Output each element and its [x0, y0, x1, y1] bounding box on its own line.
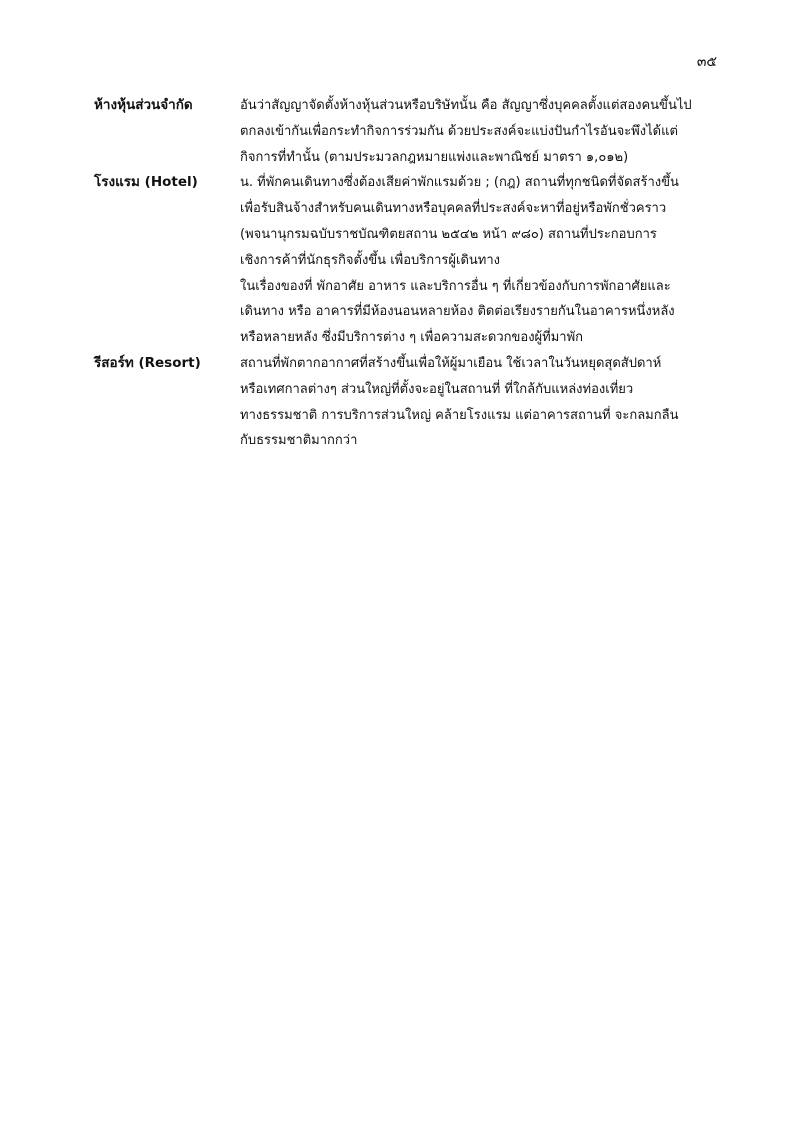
definition-line: สถานที่พักตากอากาศที่สร้างขึ้นเพื่อให้ผู้มาเยือน ใช้เวลาในวันหยุดสุดสัปดาห์	[240, 355, 662, 371]
entry-term: ห้างหุ้นส่วนจำกัด	[94, 97, 193, 113]
definition-line: (พจนานุกรมฉบับราชบัณฑิตยสถาน ๒๕๔๒ หน้า ๙๘๐) สถานที่ประกอบการ	[240, 226, 657, 242]
entry-term: รีสอร์ท (Resort)	[94, 354, 201, 371]
definition-line: เชิงการค้าที่นักธุรกิจตั้งขึ้น เพื่อบริการผู้เดินทาง	[240, 252, 501, 268]
entry-definition	[240, 93, 714, 170]
entry-definition	[240, 170, 714, 351]
definition-line: น. ที่พักคนเดินทางซึ่งต้องเสียค่าพักแรมด้วย ; (กฎ) สถานที่ทุกชนิดที่จัดสร้างขึ้น	[240, 175, 679, 191]
entry-definition	[240, 351, 714, 454]
page-number: ๓๕	[696, 54, 717, 70]
entry-term: โรงแรม (Hotel)	[94, 174, 198, 191]
definition-line: ในเรื่องของที่ พักอาศัย อาหาร และบริการอื่น ๆ ที่เกี่ยวข้องกับการพักอาศัยและ	[240, 278, 671, 294]
glossary-entry-hotel	[94, 170, 714, 351]
glossary-entry-limited-partnership	[94, 93, 714, 170]
definition-line: หรือหลายหลัง ซึ่งมีบริการต่าง ๆ เพื่อความสะดวกของผู้ที่มาพัก	[240, 330, 584, 346]
definition-line: กับธรรมชาติมากกว่า	[240, 433, 358, 449]
definition-line: เพื่อรับสินจ้างสำหรับคนเดินทางหรือบุคคลที่ประสงค์จะหาที่อยู่หรือพักชั่วคราว	[240, 201, 667, 217]
definition-line: ทางธรรมชาติ การบริการส่วนใหญ่ คล้ายโรงแรม แต่อาคารสถานที่ จะกลมกลืน	[240, 407, 679, 423]
definition-line: เดินทาง หรือ อาคารที่มีห้องนอนหลายห้อง ติดต่อเรียงรายกันในอาคารหนึ่งหลัง	[240, 304, 675, 320]
glossary-entry-resort	[94, 351, 714, 454]
glossary-entries	[94, 93, 714, 454]
definition-line: กิจการที่ทำนั้น (ตามประมวลกฎหมายแพ่งและพาณิชย์ มาตรา ๑,๐๑๒)	[240, 149, 629, 165]
definition-line: หรือเทศกาลต่างๆ ส่วนใหญ่ที่ตั้งจะอยู่ในสถานที่ ที่ใกล้กับแหล่งท่องเที่ยว	[240, 381, 634, 397]
definition-line: ตกลงเข้ากันเพื่อกระทำกิจการร่วมกัน ด้วยประสงค์จะแบ่งปันกำไรอันจะพึงได้แต่	[240, 123, 678, 139]
definition-line: อันว่าสัญญาจัดตั้งห้างหุ้นส่วนหรือบริษัทนั้น คือ สัญญาซึ่งบุคคลตั้งแต่สองคนขึ้นไป	[240, 98, 692, 113]
